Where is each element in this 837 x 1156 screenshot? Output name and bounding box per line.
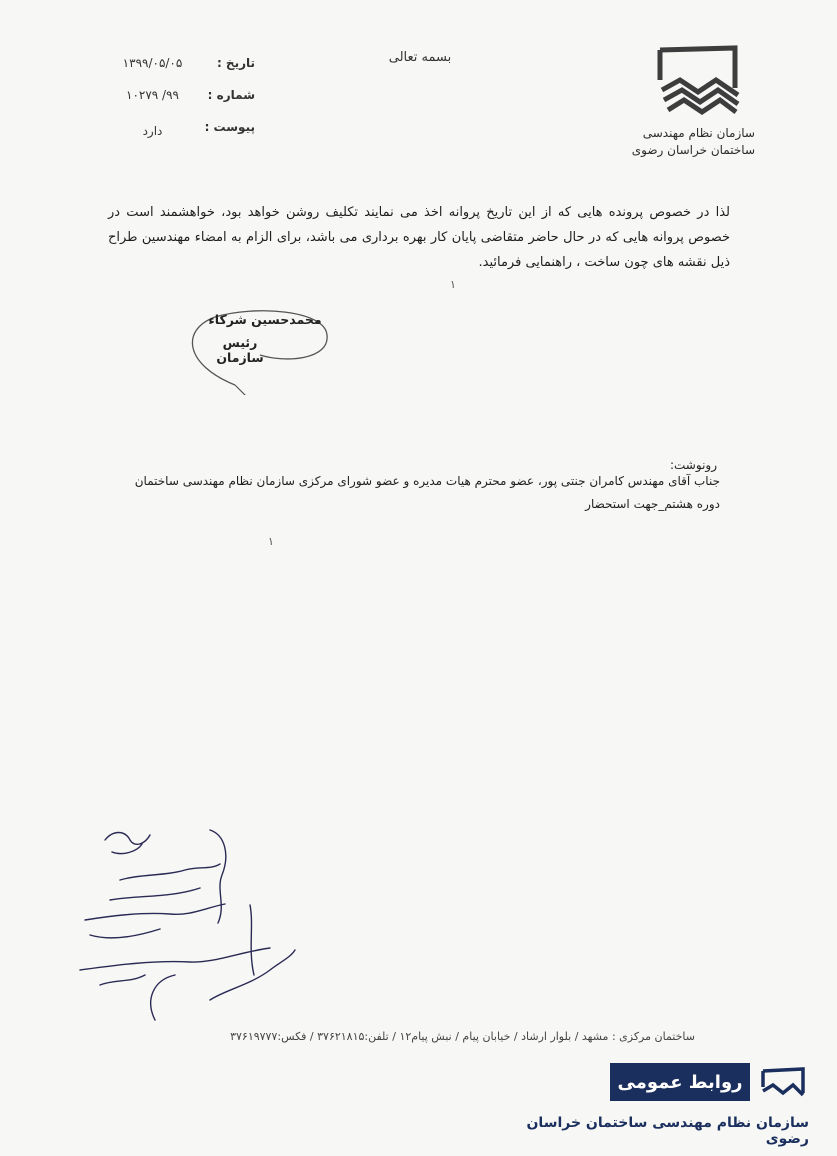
signature-title: رئیس سازمان: [216, 335, 264, 365]
attachment-value: دارد: [142, 124, 163, 138]
number-value: ۹۹/ ۱۰۲۷۹: [126, 88, 179, 102]
bismillah: بسمه تعالی: [388, 50, 452, 65]
tick-mark-2: ١: [268, 535, 274, 548]
cc-text: جناب آقای مهندس کامران جنتی پور، عضو محترم هیات مدیره و عضو شورای مرکزی سازمان نظام مهندسی ساختمان دوره هشتم_جهت استحضار: [134, 474, 720, 511]
attachment-row: [110, 120, 255, 140]
body-paragraph: لذا در خصوص پرونده هایی که از این تاریخ پروانه اخذ می نمایند تکلیف روشن خواهد بود، خواهشمند است در خصوص پروانه هایی که در حال حاضر متقاضی پایان کار بهره برداری می باشد، برای الزام به امضاء مهندسین طراح ذیل نقشه های چون ساخت ، راهنمایی فرمائید.: [108, 205, 730, 270]
public-relations-logo-icon: [757, 1063, 809, 1101]
date-row: [110, 56, 255, 76]
signature-name: محمدحسین شرکاء: [208, 312, 322, 327]
footer-address: ساختمان مرکزی : مشهد / بلوار ارشاد / خیابان پیام / نبش پیام۱۲ / تلفن:۳۷۶۲۱۸۱۵ / فکس:۳۷۶۱۹۷۷۷: [230, 1030, 695, 1043]
attachment-label: پیوست :: [204, 120, 255, 134]
handwritten-note: [60, 810, 320, 1040]
number-row: [110, 88, 255, 108]
date-label: تاریخ :: [216, 56, 255, 70]
org-logo-icon: [650, 40, 750, 120]
org-name-line1: سازمان نظام مهندسی: [642, 126, 755, 140]
org-name: [575, 125, 755, 159]
date-value: ۱۳۹۹/۰۵/۰۵: [122, 56, 183, 70]
tick-mark: ١: [450, 278, 456, 291]
public-relations-badge: روابط عمومی: [610, 1063, 750, 1101]
org-name-line2: ساختمان خراسان رضوی: [631, 143, 755, 157]
cc-label: رونوشت:: [669, 458, 717, 472]
footer-org-name: سازمان نظام مهندسی ساختمان خراسان رضوی: [526, 1115, 809, 1147]
number-label: شماره :: [207, 88, 255, 102]
